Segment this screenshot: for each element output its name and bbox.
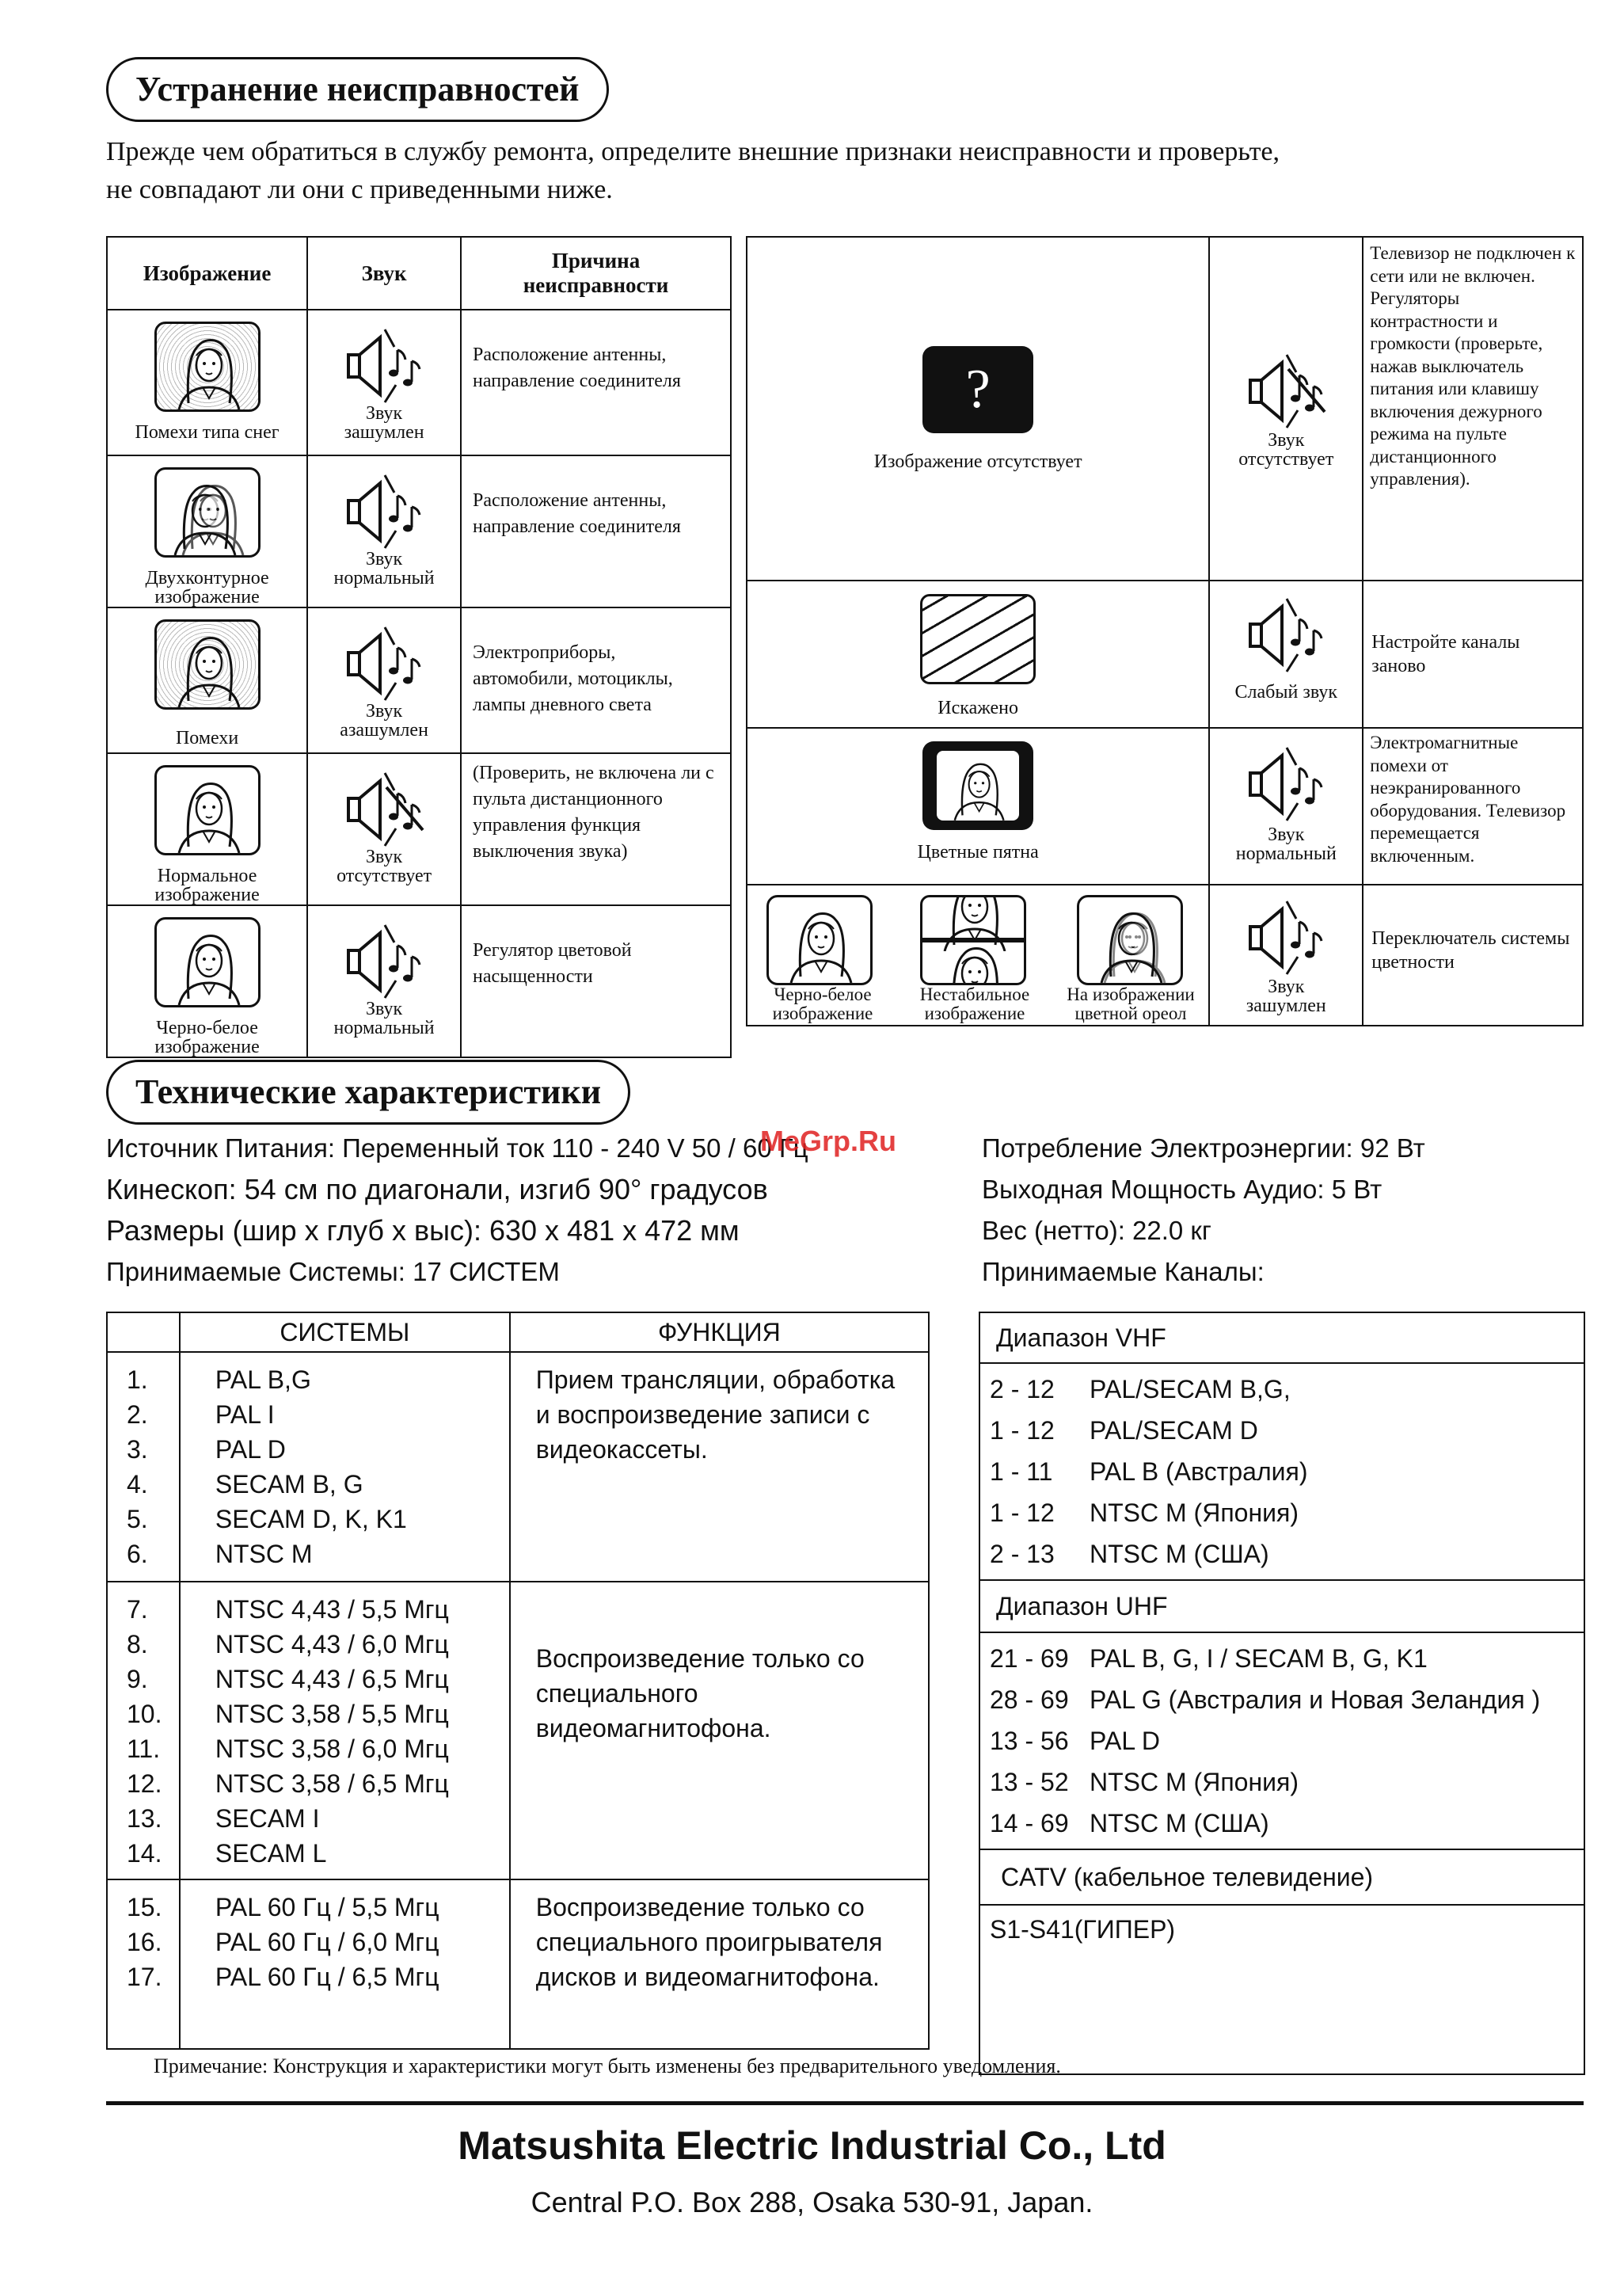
- speaker-muted-icon: [1242, 348, 1329, 436]
- intro-text: [106, 133, 1595, 209]
- sound-caption: Слабый звук: [1234, 682, 1338, 703]
- sound-caption: Звук азашумлен: [340, 701, 428, 741]
- vhf-title: Диапазон VHF: [980, 1313, 1584, 1364]
- cause-text: Настройте каналы заново: [1363, 581, 1583, 728]
- col-header-cause: Причина неисправности: [461, 237, 731, 310]
- system-numbers: 15. 16. 17.: [107, 1879, 180, 2049]
- tv-face-icon: [154, 322, 261, 412]
- speaker-sound-icon: [1242, 741, 1329, 828]
- sound-caption: Звук отсутствует: [337, 847, 432, 886]
- watermark: MeGrp.Ru: [760, 1125, 897, 1157]
- speaker-sound-icon: [340, 323, 428, 410]
- speaker-sound-icon: [340, 919, 428, 1006]
- divider: [106, 2101, 1584, 2105]
- tv-question-icon: ?: [922, 346, 1033, 433]
- table-row: [747, 885, 1583, 1026]
- list-item: 2 - 12 PAL/SECAM B,G,: [990, 1375, 1291, 1403]
- uhf-title: Диапазон UHF: [980, 1581, 1584, 1633]
- image-caption: Нестабильное изображение: [919, 984, 1030, 1023]
- sound-caption: Звук нормальный: [1235, 824, 1337, 864]
- sound-caption: Звук нормальный: [333, 549, 435, 588]
- speaker-sound-icon: [1242, 592, 1329, 680]
- cause-text: Телевизор не подключен к сети или не включен. Регуляторы контрастности и громкости (проверьте, нажав выключатель питания или клавишу включения дежурного режима на пульте дистанционного управления).: [1363, 237, 1583, 581]
- cause-text: Переключатель системы цветности: [1363, 885, 1583, 1026]
- speaker-sound-icon: [1242, 895, 1329, 982]
- list-item: 1 - 12 PAL/SECAM D: [990, 1416, 1258, 1445]
- system-names: NTSC 4,43 / 5,5 Мгц NTSC 4,43 / 6,0 Мгц NTSC 4,43 / 6,5 Мгц NTSC 3,58 / 5,5 Мгц NTSC 3,58 / 6,0 Мгц NTSC 3,58 / 6,5 Мгц SECAM I SECAM L: [180, 1582, 510, 1879]
- tv-color-spots-icon: [922, 741, 1033, 830]
- col-header-image: Изображение: [107, 237, 307, 310]
- cause-text: Электромагнитные помехи от неэкранированного оборудования. Телевизор перемещается включенным.: [1363, 728, 1583, 885]
- system-function: Прием трансляции, обработка и воспроизведение записи с видеокассеты.: [510, 1352, 929, 1582]
- tv-face-icon: [154, 917, 261, 1007]
- section-title-specs: Технические характеристики: [106, 1060, 630, 1125]
- image-caption: Изображение отсутствует: [873, 451, 1082, 472]
- tv-face-icon: [766, 895, 873, 985]
- image-caption: Помехи типа снег: [135, 422, 280, 443]
- sound-caption: Звук нормальный: [333, 999, 435, 1038]
- tv-face-icon: [154, 619, 261, 710]
- list-item: 1 - 12 NTSC M (Япония): [990, 1498, 1299, 1527]
- image-caption: Искажено: [938, 698, 1018, 718]
- channels-box: [979, 1312, 1585, 2075]
- cause-text: Расположение антенны, направление соединителя: [461, 310, 731, 455]
- list-item: 21 - 69 PAL B, G, I / SECAM B, G, K1: [990, 1644, 1428, 1673]
- spec-channels-label: Принимаемые Каналы:: [982, 1257, 1265, 1286]
- footnote: Примечание: Конструкция и характеристики могут быть изменены без предварительного уведомления.: [154, 2054, 1061, 2077]
- system-function: Воспроизведение только со специального проигрывателя дисков и видеомагнитофона.: [510, 1879, 929, 2049]
- vhf-list: [980, 1364, 1584, 1581]
- image-caption: Двухконтурное изображение: [145, 568, 269, 607]
- system-names: PAL 60 Гц / 5,5 Мгц PAL 60 Гц / 6,0 Мгц PAL 60 Гц / 6,5 Мгц: [180, 1879, 510, 2049]
- tv-ghost-icon: [154, 467, 261, 558]
- spec-weight: Вес (нетто): 22.0 кг: [982, 1216, 1211, 1245]
- spec-systems: Принимаемые Системы: 17 СИСТЕМ: [106, 1257, 560, 1286]
- tv-distorted-icon: [920, 594, 1036, 684]
- spec-dimensions: Размеры (шир x глуб x выс): 630 x 481 x 472 мм: [106, 1214, 740, 1247]
- tv-face-icon: [154, 765, 261, 855]
- cause-text: Электроприборы, автомобили, мотоциклы, лампы дневного света: [461, 607, 731, 753]
- system-numbers: 7. 8. 9. 10. 11. 12. 13. 14.: [107, 1582, 180, 1879]
- cause-text: Регулятор цветовой насыщенности: [461, 905, 731, 1057]
- company-address: Central P.O. Box 288, Osaka 530-91, Japan.: [531, 2186, 1093, 2218]
- speaker-sound-icon: [340, 621, 428, 708]
- system-names: PAL B,G PAL I PAL D SECAM B, G SECAM D, K, K1 NTSC M: [180, 1352, 510, 1582]
- table-row: [107, 455, 731, 607]
- image-caption: На изображении цветной ореол: [1067, 984, 1195, 1023]
- image-caption: Цветные пятна: [917, 842, 1039, 863]
- list-item: 2 - 13 NTSC M (США): [990, 1540, 1269, 1568]
- catv-value: S1-S41(ГИПЕР): [990, 1915, 1176, 1944]
- system-numbers: 1. 2. 3. 4. 5. 6.: [107, 1352, 180, 1582]
- tv-unstable-icon: [920, 895, 1026, 985]
- image-caption: Помехи: [175, 728, 239, 748]
- table-row: [107, 607, 731, 753]
- spec-power-source: Источник Питания: Переменный ток 110 - 240 V 50 / 60 Гц: [106, 1133, 808, 1163]
- system-function: Воспроизведение только со специального видеомагнитофона.: [510, 1582, 929, 1879]
- sound-caption: Звук зашумлен: [344, 403, 424, 443]
- tv-halo-icon: [1077, 895, 1183, 985]
- list-item: 1 - 11 PAL B (Австралия): [990, 1457, 1308, 1486]
- company-name: Matsushita Electric Industrial Co., Ltd: [458, 2123, 1166, 2168]
- spec-audio-output: Выходная Мощность Аудио: 5 Вт: [982, 1175, 1382, 1204]
- table-row: [747, 728, 1583, 885]
- cause-text: (Проверить, не включена ли с пульта дистанционного управления функция выключения звука): [461, 753, 731, 905]
- speaker-sound-icon: [340, 469, 428, 556]
- list-item: 13 - 52 NTSC M (Япония): [990, 1768, 1299, 1796]
- troubleshoot-table-right: [746, 236, 1584, 1026]
- table-row: [107, 310, 731, 455]
- catv-title: CATV (кабельное телевидение): [980, 1850, 1584, 1906]
- speaker-muted-icon: [340, 767, 428, 854]
- table-row: [107, 905, 731, 1057]
- image-caption: Черно-белое изображение: [154, 1018, 260, 1057]
- col-header-systems: СИСТЕМЫ: [180, 1312, 510, 1352]
- table-row: [107, 1582, 929, 1879]
- list-item: 13 - 56 PAL D: [990, 1727, 1160, 1755]
- list-item: 28 - 69 PAL G (Австралия и Новая Зеландия ): [990, 1685, 1541, 1714]
- systems-table: [106, 1312, 930, 2050]
- uhf-list: [980, 1633, 1584, 1850]
- table-row: [107, 753, 731, 905]
- specs-right: [982, 1128, 1599, 1293]
- col-header-sound: Звук: [307, 237, 461, 310]
- intro-line-2: не совпадают ли они с приведенными ниже.: [106, 175, 613, 204]
- table-row: [747, 237, 1583, 581]
- sound-caption: Звук зашумлен: [1246, 977, 1326, 1016]
- image-caption: Черно-белое изображение: [772, 984, 873, 1023]
- spec-power-consumption: Потребление Электроэнергии: 92 Вт: [982, 1133, 1425, 1163]
- image-caption: Нормальное изображение: [154, 866, 260, 905]
- list-item: 14 - 69 NTSC M (США): [990, 1809, 1269, 1837]
- sound-caption: Звук отсутствует: [1238, 430, 1334, 470]
- table-row: [747, 581, 1583, 728]
- cause-text: Расположение антенны, направление соединителя: [461, 455, 731, 607]
- spec-tube: Кинескоп: 54 см по диагонали, изгиб 90° градусов: [106, 1173, 768, 1205]
- table-row: [107, 1352, 929, 1582]
- troubleshoot-table-left: [106, 236, 732, 1058]
- table-row: [107, 1879, 929, 2049]
- col-header-function: ФУНКЦИЯ: [510, 1312, 929, 1352]
- intro-line-1: Прежде чем обратиться в службу ремонта, определите внешние признаки неисправности и проверьте,: [106, 137, 1280, 166]
- section-title-troubleshoot: Устранение неисправностей: [106, 57, 609, 122]
